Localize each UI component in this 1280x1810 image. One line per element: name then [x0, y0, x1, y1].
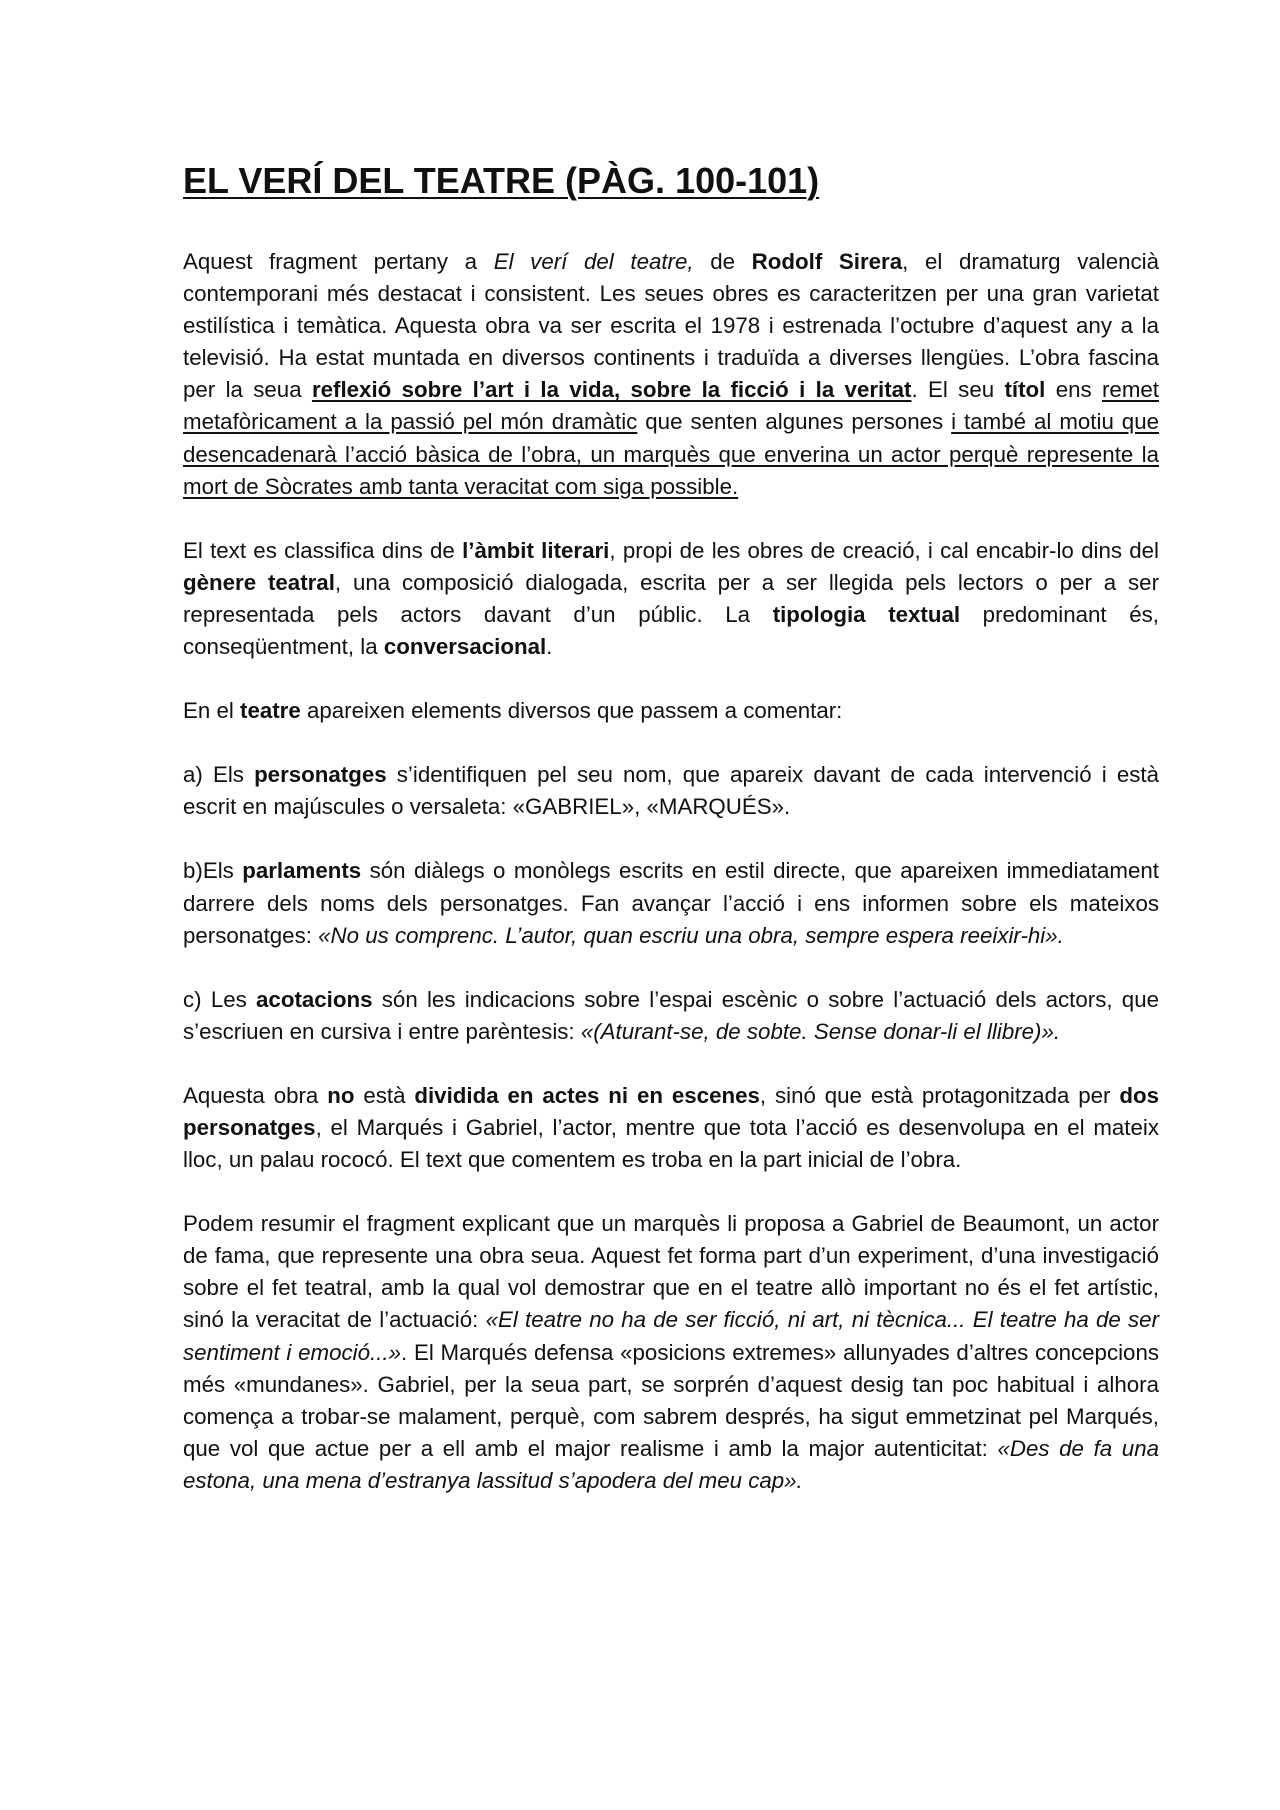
text: b)Els: [183, 858, 243, 884]
text: . El Marqués defensa «posicions extremes» allunyades d’altres concepcions més «mundanes». Gabriel, per la seua part, se sorprén d’aquest desig tan poc habitual i alhora comença a trobar-se malament, perquè, com sabrem després, ha sigut emmetzinat pel Marqués, que vol que actue per a ell amb el major realisme i amb la major autenticitat:: [183, 1339, 1160, 1461]
text: Aquest fragment pertany a: [183, 249, 494, 274]
paragraph-classification: [183, 535, 1159, 663]
paragraph-elements-intro: [183, 695, 1159, 727]
highlight-remet: remet metafòricament a la passió pel món dramàtic: [183, 377, 1159, 435]
text: , propi de les obres de creació, i cal encabir-lo dins del: [609, 537, 1160, 563]
keyword-titol: títol: [1004, 377, 1046, 403]
keyword-genere: gènere teatral: [183, 569, 335, 595]
keyword-teatre: teatre: [240, 698, 301, 724]
text: Aquesta obra: [183, 1082, 328, 1108]
keyword-ambit: l’àmbit literari: [462, 537, 610, 563]
text: són les indicacions sobre l’espai escènic o sobre l’actuació dels actors, que s’escriuen en cursiva i entre parèntesis:: [183, 986, 1159, 1044]
keyword-conversacional: conversacional: [383, 634, 547, 660]
paragraph-introduction: [183, 246, 1159, 503]
text: s’identifiquen pel seu nom, que apareix davant de cada intervenció i està escrit en majúscules o versaleta: «GABRIEL», «MARQUÉS».: [183, 762, 1159, 820]
text: a) Els: [183, 762, 255, 788]
page-title: EL VERÍ DEL TEATRE (PÀG. 100-101): [183, 160, 820, 201]
text: són diàlegs o monòlegs escrits en estil directe, que apareixen immediatament darrere dels noms dels personatges. Fan avançar l’acció i ens informen sobre els mateixos personatges:: [183, 858, 1159, 948]
text: , sinó que està protagonitzada per: [759, 1082, 1120, 1108]
text: El text es classifica dins de: [183, 537, 463, 563]
keyword-dos-personatges: dos personatges: [183, 1082, 1159, 1140]
text: , una composició dialogada, escrita per a ser llegida pels lectors o per a ser representada pels actors davant d’un públic. La: [183, 569, 1159, 627]
work-title: El verí del teatre,: [493, 249, 694, 274]
paragraph-structure: [183, 1080, 1159, 1176]
text: En el: [183, 698, 241, 724]
text: c) Les: [183, 986, 257, 1012]
paragraph-item-a: [183, 759, 1159, 823]
text: de: [693, 249, 752, 274]
text: . El seu: [911, 377, 1005, 403]
text: Podem resumir el fragment explicant que un marquès li proposa a Gabriel de Beaumont, un actor de fama, que represente una obra seua. Aquest fet forma part d’un experiment, d’una investigació sobre el fet teatral, amb la qual vol demostrar que en el teatre allò important no és el fet artístic, sinó la veracitat de l’actuació:: [183, 1211, 1159, 1333]
highlight-reflexio: reflexió sobre l’art i la vida, sobre la ficció i la veritat: [311, 377, 912, 403]
text: que senten algunes persones: [637, 409, 952, 435]
keyword-tipologia: tipologia textual: [772, 601, 961, 627]
text: apareixen elements diversos que passem a comentar:: [300, 698, 843, 724]
keyword-acotacions: acotacions: [256, 986, 373, 1012]
text: , el dramaturg valencià contemporani més destacat i consistent. Les seues obres es caracteritzen per una gran varietat estilística i temàtica. Aquesta obra va ser escrita el 1978 i estrenada l’octubre d’aquest any a la televisió. Ha estat muntada en diversos continents i traduïda a diverses llengües. L’obra fascina per la seua: [183, 249, 1160, 403]
text: , el Marqués i Gabriel, l’actor, mentre que tota l’acció es desenvolupa en el mateix lloc, un palau rococó. El text que comentem es troba en la part inicial de l’obra.: [183, 1114, 1159, 1173]
text: .: [546, 634, 553, 660]
paragraph-item-b: [183, 855, 1159, 951]
paragraph-summary: [183, 1208, 1159, 1497]
quote: «No us comprenc. L’autor, quan escriu una obra, sempre espera reeixir-hi».: [318, 922, 1064, 948]
keyword-parlaments: parlaments: [242, 858, 362, 884]
text: ens: [1045, 377, 1102, 403]
keyword-personatges: personatges: [254, 762, 387, 788]
author-name: Rodolf Sirera: [751, 249, 903, 274]
quote: «(Aturant-se, de sobte. Sense donar-li el llibre)».: [580, 1018, 1061, 1044]
paragraph-item-c: [183, 984, 1159, 1048]
keyword-no: no: [327, 1082, 355, 1108]
text: està: [354, 1082, 415, 1108]
text: predominant és, conseqüentment, la: [183, 601, 1159, 660]
highlight-motiu: i també al motiu que desencadenarà l’acció bàsica de l’obra, un marquès que enverina un actor perquè represente la mort de Sòcrates amb tanta veracitat com siga possible.: [183, 409, 1160, 499]
keyword-dividida: dividida en actes ni en escenes: [414, 1082, 760, 1108]
quote: «El teatre no ha de ser ficció, ni art, ni tècnica... El teatre ha de ser sentiment i emoció...»: [183, 1307, 1159, 1365]
quote: «Des de fa una estona, una mena d’estranya lassitud s’apodera del meu cap».: [183, 1435, 1159, 1493]
document-body: [183, 158, 1159, 1529]
